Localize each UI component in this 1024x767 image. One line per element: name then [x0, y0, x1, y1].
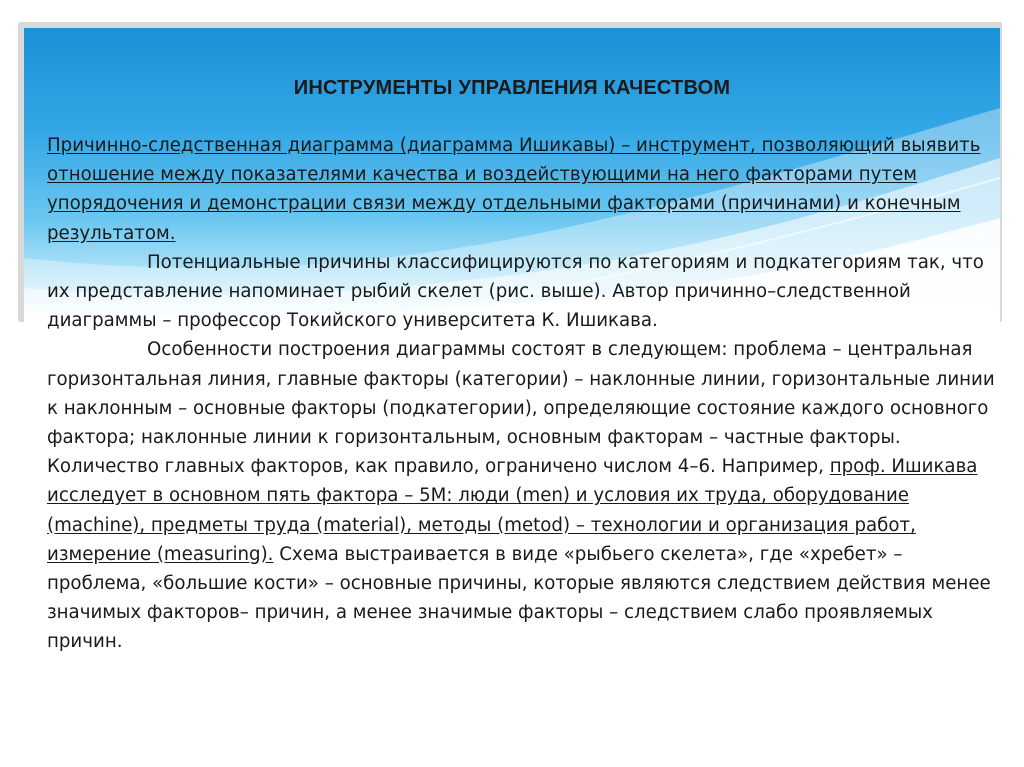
construction-text-end: Схема выстраивается в виде «рыбьего скелета», где «хребет» – проблема, «большие кости» – основные причины, которые являются следствием действия менее значимых факторов– причин, а менее значимые факторы – следствием слабо проявляемых причин. [47, 543, 991, 653]
paragraph-categories [47, 248, 1007, 336]
paragraph-definition [47, 131, 1007, 248]
definition-text: Причинно-следственная диаграмма (диаграмма Ишикавы) – инструмент, позволяющий выявить отношение между показателями качества и воздействующими на него факторами путем упорядочения и демонстрации связи между отдельными факторами (причинами) и конечным результатом. [47, 135, 981, 244]
categories-text: Потенциальные причины классифицируются по категориям и подкатегориям так, что их представление напоминает рыбий скелет (рис. выше). Автор причинно–следственной диаграммы – профессор Токийского университета К. Ишикава. [47, 251, 984, 332]
slide-title: ИНСТРУМЕНТЫ УПРАВЛЕНИЯ КАЧЕСТВОМ [293, 77, 731, 99]
paragraph-construction [47, 335, 1007, 656]
five-m-factors-text: проф. Ишикава исследует в основном пять фактора – 5М: люди (men) и условия их труда, оборудование (machine), предметы труда (material), методы (metod) – технологии и организация работ, измерение (measuring). [47, 456, 978, 565]
construction-text-start: Особенности построения диаграммы состоят в следующем: проблема – центральная горизонтальная линия, главные факторы (категории) – наклонные линии, горизонтальные линии к наклонным – основные факторы (подкатегории), определяющие состояние каждого основного фактора; наклонные линии к горизонтальным, основным факторам – частные факторы. Количество главных факторов, как правило, ограничено числом 4–6. Например, [47, 339, 995, 478]
body-text [47, 131, 1007, 657]
